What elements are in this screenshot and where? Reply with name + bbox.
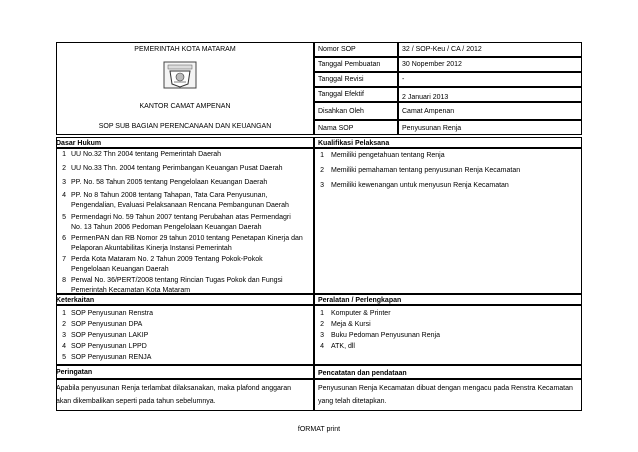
office-name: KANTOR CAMAT AMPENAN xyxy=(139,103,231,110)
sop-body-table: Dasar Hukum Kualifikasi Pelaksana 1 UU No.32 Thn 2004 tentang Pemerintah Daerah 2 UU No.33 Thn. 2004 tentang Perimbangan Keuangan Pusat Daerah 3 PP. No. 58 Tahun 2005 tentang Pengelolaan Keuangan Daerah 4 PP. No 8 Tahun 2008 tentang Tahapan, Tata Cara Penyusunan, Pengendalian, Evaluasi Pelaksanaan Rencana Pembangunan Daerah 5 Permendagri No. 59 Tahun 2007 tentang Perubahan atas Permendagri No. 13 Tahun 2006 Pedoman Pengelolaan Keuangan Daerah 6 PermenPAN dan RB Nomor 29 tahun 2010 tentang Penetapan Kinerja dan Pelaporan Akuntabilitas Kinerja Instansi Pemerintah 7 Perda Kota Mataram No. 2 Tahun 2009 Tentang Pokok-Pokok Pengelolaan Keuangan Daerah 8 Perwal No. 36/PERT/2008 tentang Rincian Tugas Pokok dan Fungsi Pemerintah Kecamatan Kota Mataram 1 Memiliki pengetahuan tentang Renja 2 Memiliki pemahaman tentang penyusunan Renja Kecamatan 3 Memiliki kewenangan untuk menyusun Renja Kecamatan Keterkaitan Peralatan / Perlengkapan 1 SOP Penyusunan Renstra 2 SOP Penyusunan DPA 3 SOP Penyusunan LAKIP 4 SOP Penyusunan LPPD 5 SOP Penyusunan RENJA 1 Komputer & Printer 2 Meja & Kursi 3 Buku Pedoman Penyusunan Renja 4 ATK, dll Peringatan Pencatatan dan pendataan Apabila penyusunan Renja terlambat dilaksanakan, maka plafond anggaran akan dikembalikan seperti pada tahun sebelumnya. Penyusunan Renja Kecamatan dibuat dengan mengacu pada Renstra Kecamatan yang telah ditetapkan. xyxy=(56,137,582,411)
section-title: Keterkaitan xyxy=(56,297,95,304)
meta-value: - xyxy=(402,76,405,83)
peringatan-content xyxy=(56,379,314,411)
meta-label: Nama SOP xyxy=(318,125,354,132)
city-seal-logo xyxy=(160,60,200,90)
meta-value-cell xyxy=(398,120,582,135)
sop-meta-table xyxy=(314,42,582,135)
peringatan-text: Apabila penyusunan Renja terlambat dilaksanakan, maka plafond anggaran xyxy=(56,385,292,392)
pencatatan-header xyxy=(314,365,582,379)
pencatatan-text: yang telah ditetapkan. xyxy=(318,398,387,405)
meta-value-cell xyxy=(398,102,582,120)
meta-label-cell xyxy=(314,72,398,87)
meta-label-cell xyxy=(314,42,398,57)
meta-value-cell xyxy=(398,42,582,57)
meta-value: 2 Januari 2013 xyxy=(402,94,449,101)
kualifikasi-header xyxy=(314,137,582,148)
pencatatan-content xyxy=(314,379,582,411)
meta-value: 30 Nopember 2012 xyxy=(402,61,462,68)
meta-label: Tanggal Revisi xyxy=(318,76,364,83)
section-title: Peringatan xyxy=(56,369,93,376)
meta-label: Tanggal Pembuatan xyxy=(318,61,381,68)
section-title: Peralatan / Perlengkapan xyxy=(318,297,402,304)
peralatan-header xyxy=(314,294,582,305)
dasar-hukum-header xyxy=(56,137,314,148)
keterkaitan-header xyxy=(56,294,314,305)
meta-value-cell xyxy=(398,87,582,102)
section-title: Kualifikasi Pelaksana xyxy=(318,140,390,147)
meta-label: Tanggal Efektif xyxy=(318,91,364,98)
peringatan-header xyxy=(56,365,314,379)
pencatatan-text: Penyusunan Renja Kecamatan dibuat dengan mengacu pada Renstra Kecamatan xyxy=(318,385,573,392)
meta-label: Disahkan Oleh xyxy=(318,108,364,115)
meta-label-cell xyxy=(314,57,398,72)
org-name: PEMERINTAH KOTA MATARAM xyxy=(134,46,236,53)
unit-name: SOP SUB BAGIAN PERENCANAAN DAN KEUANGAN xyxy=(98,123,272,130)
meta-value-cell xyxy=(398,72,582,87)
section-title: Pencatatan dan pendataan xyxy=(318,370,407,377)
meta-label: Nomor SOP xyxy=(318,46,356,53)
meta-value: 32 / SOP-Keu / CA / 2012 xyxy=(402,46,482,53)
meta-label-cell xyxy=(314,102,398,120)
meta-value: Camat Ampenan xyxy=(402,108,455,115)
footer-label: fORMAT print xyxy=(297,426,341,433)
meta-value: Penyusunan Renja xyxy=(402,125,462,132)
section-title: Dasar Hukum xyxy=(56,140,102,147)
meta-label-cell xyxy=(314,120,398,135)
meta-label-cell xyxy=(314,87,398,102)
peringatan-text: akan dikembalikan seperti pada tahun sebelumnya. xyxy=(56,398,216,405)
meta-value-cell xyxy=(398,57,582,72)
